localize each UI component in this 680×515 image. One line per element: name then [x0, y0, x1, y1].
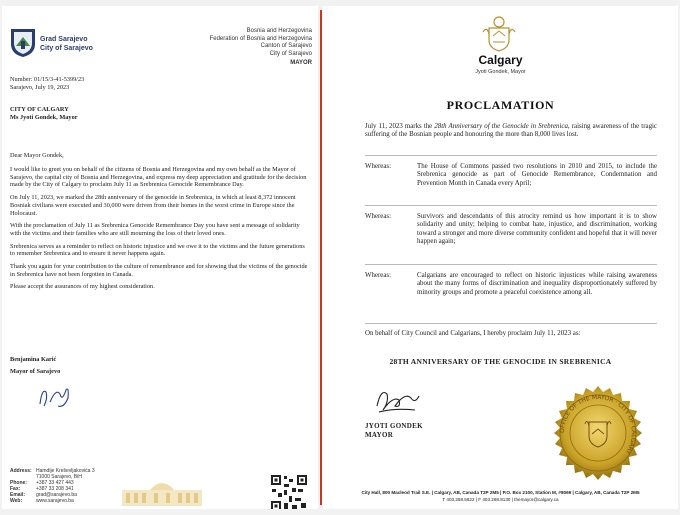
letter-number: Number: 01/15/3-41-5399/23	[10, 76, 85, 83]
page-divider	[320, 10, 322, 505]
sarajevo-crest-icon	[10, 28, 36, 58]
signature-icon	[36, 384, 72, 410]
federation-line: Federation of Bosnia and Herzegovina	[209, 35, 312, 42]
divider-rule	[365, 205, 657, 206]
city-name	[40, 35, 93, 53]
paragraph: Please accept the assurances of my highest consideration.	[10, 283, 155, 291]
letter-footer	[10, 468, 95, 504]
calgary-crest-icon	[479, 14, 519, 52]
intro-text: , raising awareness of the tragic suffering of the Bosnian people and honouring the more than 8,000 lives lost.	[365, 123, 657, 139]
footer-value: 71000 Sarajevo, BiH	[36, 474, 82, 480]
footer-value: grad@sarajevo.ba	[36, 492, 77, 498]
footer-key: Web:	[10, 498, 23, 504]
divider-rule	[365, 264, 657, 265]
paragraph: On July 11, 2023, we marked the 28th anniversary of the genocide in Srebrenica, in which at least 8,372 innocent Bosniak civilians were executed and 30,000 were driven from their homes in the worst crime in Europe since the Holocaust.	[10, 194, 296, 217]
divider-rule	[365, 323, 657, 324]
calgary-logo-word: Calgary	[478, 53, 523, 67]
proclamation-intro	[365, 123, 657, 140]
proclamation-footer	[327, 490, 674, 503]
footer-key: Email:	[10, 492, 26, 498]
city-hall-building-icon	[120, 476, 204, 508]
footer-row	[10, 498, 95, 504]
federation-line: City of Sarajevo	[269, 50, 312, 57]
federation-role: MAYOR	[290, 60, 312, 66]
intro-italic: 28th Anniversary of the Genocide in Srebrenica	[434, 123, 568, 130]
footer-value: www.sarajevo.ba	[36, 498, 74, 504]
proclaim-statement: On behalf of City Council and Calgarians, I hereby proclaim July 11, 2023 as:	[365, 330, 581, 337]
recipient-name: Ms Jyoti Gondek, Mayor	[10, 114, 78, 121]
gold-seal-icon	[549, 384, 647, 482]
paragraph: With the proclamation of July 11 as Srebrenica Genocide Remembrance Day you have sent a message of solidarity with the victims and their families who are still mourning the loss of their loved ones.	[10, 222, 300, 237]
paragraph: I would like to greet you on behalf of the citizens of Bosnia and Herzegovina and my own behalf as the Mayor of Sarajevo, the capital city of Bosnia and Herzegovina, and express my deep appreciation and gratitude for the decision made by the City of Calgary to proclaim July 11 as Srebrenica Genocide Remembrance Day.	[10, 166, 307, 189]
city-name-local: Grad Sarajevo	[40, 36, 88, 43]
salutation: Dear Mayor Gondek,	[10, 152, 64, 159]
footer-address: City Hall, 800 Macleod Trail S.E. | Calgary, AB, Canada T2P 2M5 | P.O. Box 2100, Station M, #8069 | Calgary, AB, Canada T2P 2M5	[361, 490, 640, 495]
signer-name: Benjamina Karić	[10, 356, 57, 363]
whereas-text: Survivors and descendants of this atrocity remind us how important it is to show solidarity and unity; helping to combat hate, injustice, and discrimination, working toward a stronger and more diverse community confident and hopeful that it will never happen again;	[417, 213, 657, 245]
whereas-label: Whereas:	[365, 213, 392, 220]
federation-line: Canton of Sarajevo	[260, 43, 312, 49]
whereas-label: Whereas:	[365, 272, 392, 279]
whereas-clause	[365, 213, 657, 246]
qr-code-icon	[270, 474, 308, 509]
letter-date: Sarajevo, July 19, 2023	[10, 84, 70, 91]
anniversary-heading: 28TH ANNIVERSARY OF THE GENOCIDE IN SREBRENICA	[389, 357, 612, 366]
footer-value: Hamdije Kreševljakovića 3	[36, 468, 95, 474]
whereas-label: Whereas:	[365, 163, 392, 170]
mayor-signature-block	[365, 422, 423, 440]
footer-key: Fax:	[10, 486, 21, 492]
sarajevo-letter	[2, 6, 318, 509]
seal-text: OFFICE OF THE MAYOR · CITY OF CALGARY	[558, 393, 638, 456]
footer-value: +387 33 427 443	[36, 480, 74, 486]
mayor-title: MAYOR	[365, 431, 394, 439]
letter-body	[10, 166, 310, 296]
divider-rule	[365, 155, 657, 156]
calgary-mayor-line: Jyoti Gondek, Mayor	[475, 69, 526, 75]
whereas-clause	[365, 272, 657, 297]
paragraph: Thank you again for your contribution to the culture of remembrance and for showing that the victims of the genocide in Srebrenica have not been forgotten in Canada.	[10, 263, 308, 278]
calgary-proclamation	[323, 6, 678, 509]
whereas-text: The House of Commons passed two resolutions in 2010 and 2015, to include the Srebrenica genocide as part of Genocide Remembrance, Condemnation and Prevention Month in Canada every April;	[417, 163, 657, 187]
signer-title: Mayor of Sarajevo	[10, 368, 61, 375]
federation-line: Bosnia and Herzegovina	[246, 28, 312, 34]
whereas-clause	[365, 163, 657, 188]
mayor-name: JYOTI GONDEK	[365, 422, 423, 430]
federation-block	[172, 28, 312, 68]
recipient-city: CITY OF CALGARY	[10, 106, 69, 113]
proclamation-title: PROCLAMATION	[446, 98, 555, 112]
paragraph: Srebrenica serves as a reminder to reflect on historic injustice and we owe it to the victims and the future generations to remember Srebrenica and to ensure it never happens again.	[10, 242, 305, 258]
city-name-english: City of Sarajevo	[40, 45, 93, 52]
footer-key: Address:	[10, 468, 32, 474]
intro-text: July 11, 2023 marks the	[365, 123, 435, 130]
footer-key: Phone:	[10, 480, 27, 486]
footer-value: +387 33 208 341	[36, 486, 74, 492]
footer-contact: T 403.268.5622 | F 403.268.8130 | themayor@calgary.ca	[442, 496, 559, 502]
whereas-text: Calgarians are encouraged to reflect on historic injustices while raising awareness about the many forms of discrimination and inequality disproportionately suffered by minority groups and promote a peaceful coexistence among all.	[417, 272, 657, 296]
signature-icon	[371, 384, 423, 416]
